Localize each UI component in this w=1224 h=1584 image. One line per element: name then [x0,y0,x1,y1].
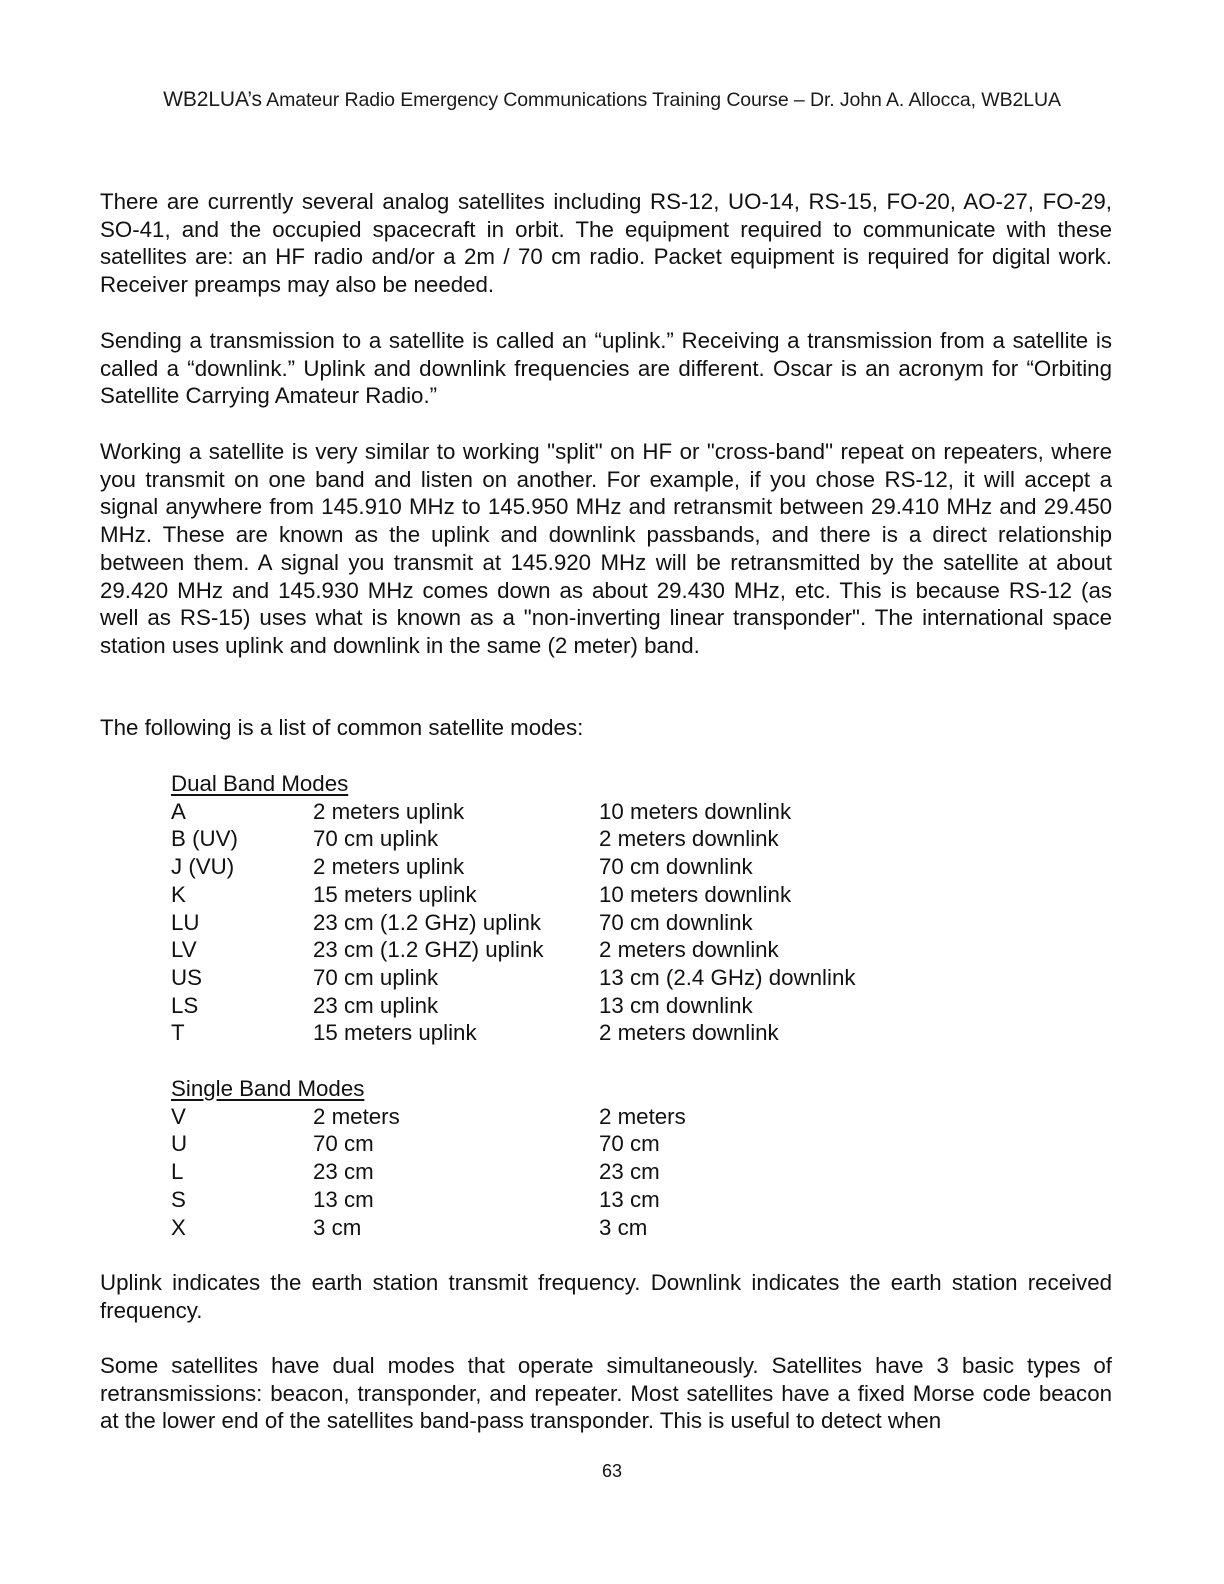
mode-code: A [171,798,186,824]
mode-uplink: 13 cm [313,1186,374,1212]
mode-code: V [171,1103,186,1129]
mode-downlink: 2 meters [599,1103,686,1129]
header-callsign: WB2LUA’s [163,88,262,111]
mode-code: L [171,1159,184,1185]
page-number: 63 [601,1461,623,1481]
mode-code: LV [171,937,197,963]
mode-row [171,1130,686,1158]
mode-row [171,1019,856,1047]
mode-row [171,825,856,853]
mode-downlink: 70 cm [599,1131,660,1157]
mode-row [171,1214,686,1242]
mode-uplink: 23 cm (1.2 GHZ) uplink [313,937,544,963]
paragraph-working-satellite: Working a satellite is very similar to working "split" on HF or "cross-band" repeat on repeaters, where you transmit on one band and listen on another. For example, if you chose RS-12, it will accept a signal anywhere from 145.910 MHz to 145.950 MHz and retransmit between 29.410 MHz and 29.450 MHz. These are known as the uplink and downlink passbands, and there is a direct relationship between them. A signal you transmit at 145.920 MHz will be retransmitted by the satellite at about 29.420 MHz and 145.930 MHz comes down as about 29.430 MHz, etc. This is because RS-12 (as well as RS-15) uses what is known as a "non-inverting linear transponder". The international space station uses uplink and downlink in the same (2 meter) band. [100,439,1112,658]
mode-code: LS [171,992,199,1018]
mode-downlink: 2 meters downlink [599,1020,779,1046]
mode-downlink: 3 cm [599,1214,648,1240]
single-band-modes-title: Single Band Modes [171,1076,365,1101]
paragraph-retransmission-types: Some satellites have dual modes that operate simultaneously. Satellites have 3 basic types of retransmissions: beacon, transponder, and repeater. Most satellites have a fixed Morse code beacon at the lower end of the satellites band-pass transponder. This is useful to detect when [100,1353,1112,1434]
mode-uplink: 3 cm [313,1214,362,1240]
mode-code: K [171,881,186,907]
mode-row [171,1158,686,1186]
mode-code: LU [171,909,200,935]
mode-row [171,881,856,909]
mode-code: S [171,1186,186,1212]
mode-downlink: 13 cm [599,1186,660,1212]
mode-code: US [171,964,202,990]
mode-row [171,798,856,826]
mode-uplink: 70 cm uplink [313,964,439,990]
mode-uplink: 23 cm uplink [313,992,439,1018]
mode-code: U [171,1131,188,1157]
mode-uplink: 23 cm (1.2 GHz) uplink [313,909,541,935]
mode-row [171,992,856,1020]
mode-downlink: 70 cm downlink [599,854,753,880]
mode-row [171,964,856,992]
mode-code: J (VU) [171,854,235,880]
mode-downlink: 2 meters downlink [599,826,779,852]
mode-row [171,853,856,881]
mode-downlink: 10 meters downlink [599,881,792,907]
mode-downlink: 10 meters downlink [599,798,792,824]
mode-row [171,936,856,964]
paragraph-modes-intro: The following is a list of common satellite modes: [100,715,584,740]
mode-code: X [171,1214,186,1240]
mode-downlink: 70 cm downlink [599,909,753,935]
mode-downlink: 23 cm [599,1159,660,1185]
mode-uplink: 15 meters uplink [313,1020,477,1046]
mode-uplink: 2 meters uplink [313,798,465,824]
single-band-modes-table [171,1075,686,1241]
mode-downlink: 2 meters downlink [599,937,779,963]
mode-downlink: 13 cm downlink [599,992,753,1018]
mode-uplink: 70 cm [313,1131,374,1157]
mode-row [171,909,856,937]
paragraph-uplink-downlink: Sending a transmission to a satellite is called an “uplink.” Receiving a transmission from a satellite is called a “downlink.” Uplink and downlink frequencies are different. Oscar is an acronym for “Orbiting Satellite Carrying Amateur Radio.” [100,328,1112,409]
mode-uplink: 70 cm uplink [313,826,439,852]
mode-uplink: 15 meters uplink [313,881,477,907]
mode-downlink: 13 cm (2.4 GHz) downlink [599,964,856,990]
mode-code: B (UV) [171,826,238,852]
mode-row [171,1186,686,1214]
header-title: Amateur Radio Emergency Communications Training Course – Dr. John A. Allocca, WB2LUA [261,89,1061,111]
paragraph-uplink-definition: Uplink indicates the earth station transmit frequency. Downlink indicates the earth station received frequency. [100,1270,1112,1323]
mode-row [171,1103,686,1131]
mode-uplink: 2 meters [313,1103,400,1129]
running-header [0,88,1224,112]
mode-uplink: 23 cm [313,1159,374,1185]
mode-code: T [171,1020,185,1046]
mode-uplink: 2 meters uplink [313,854,465,880]
dual-band-modes-title: Dual Band Modes [171,771,349,796]
paragraph-analog-satellites: There are currently several analog satellites including RS-12, UO-14, RS-15, FO-20, AO-27, FO-29, SO-41, and the occupied spacecraft in orbit. The equipment required to communicate with these satellites are: an HF radio and/or a 2m / 70 cm radio. Packet equipment is required for digital work. Receiver preamps may also be needed. [100,189,1112,298]
dual-band-modes-table [171,770,856,1047]
